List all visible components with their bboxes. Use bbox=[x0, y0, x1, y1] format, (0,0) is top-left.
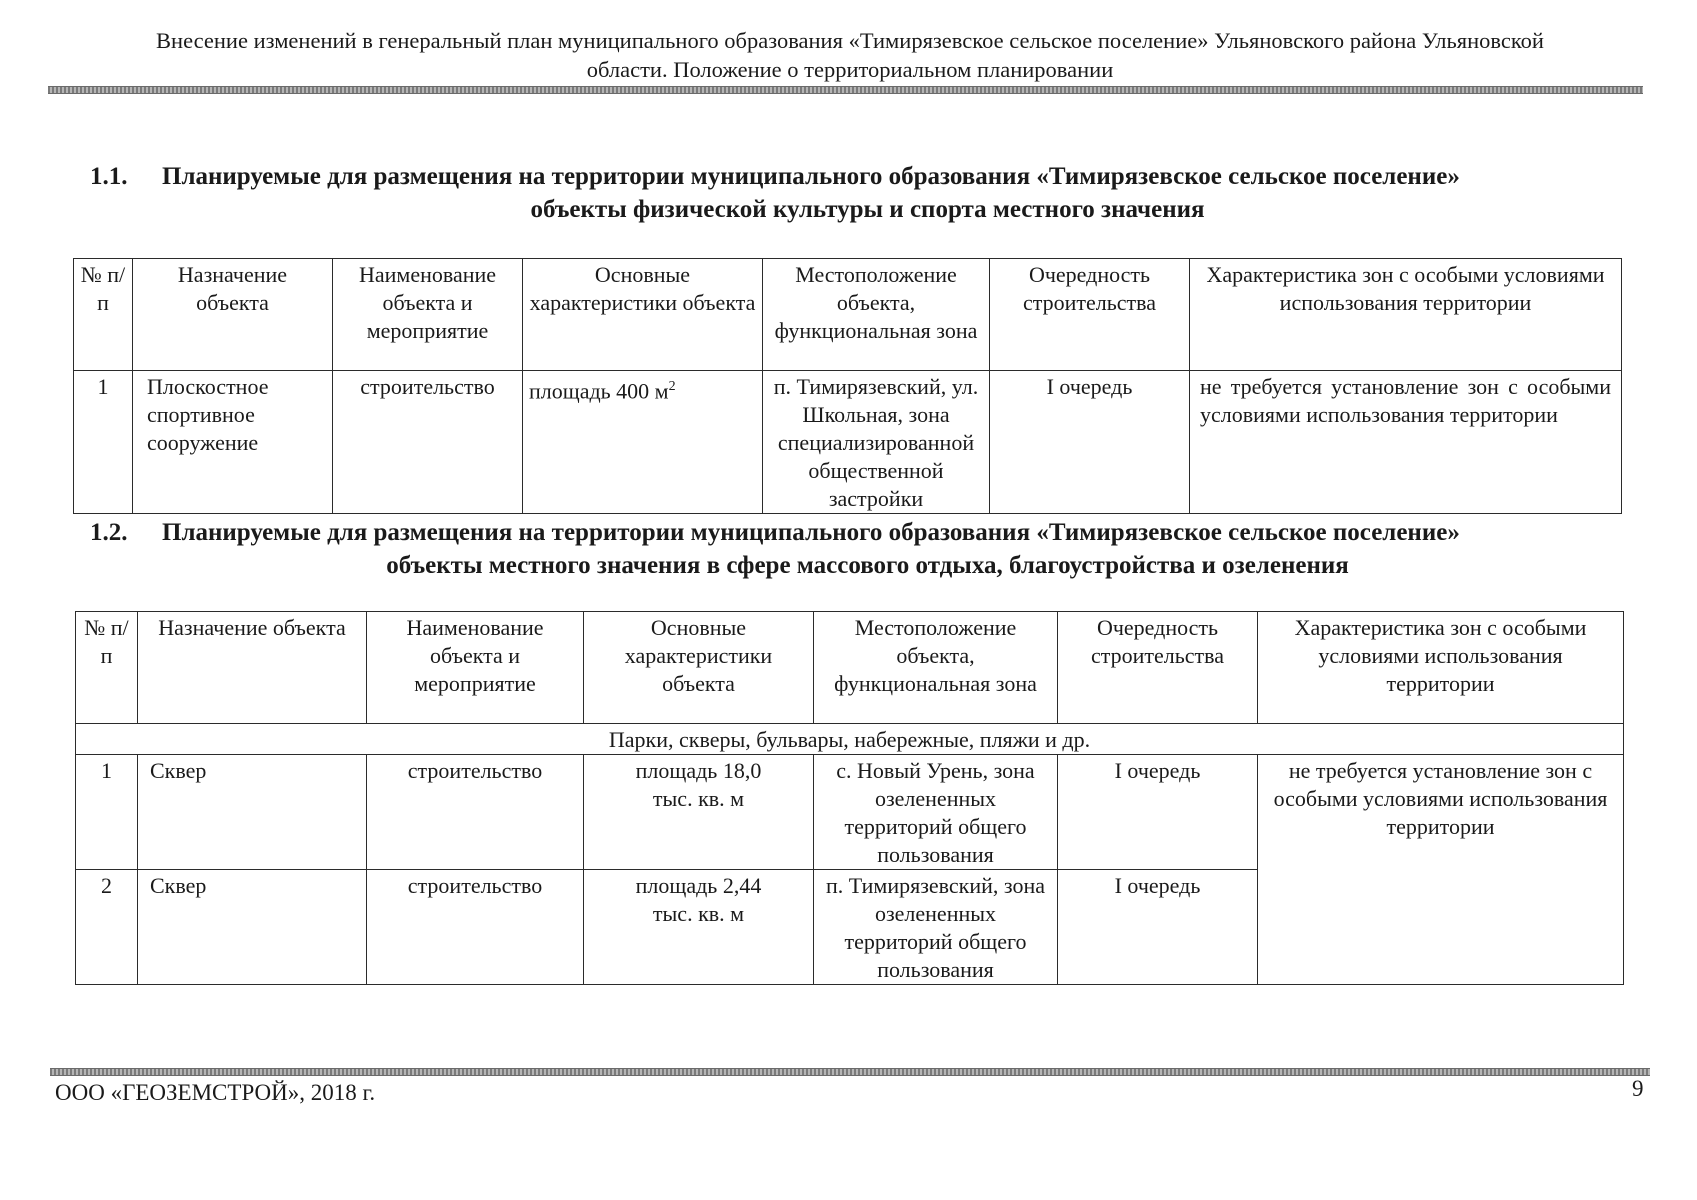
column-header-zones: Характеристика зон с особыми условиями использования территории bbox=[1258, 612, 1624, 724]
cell-action: строительство bbox=[367, 870, 584, 985]
subheading-parks: Парки, скверы, бульвары, набережные, пляжи и др. bbox=[76, 724, 1624, 755]
cell-number: 1 bbox=[76, 755, 138, 870]
section-2-title-line1: Планируемые для размещения на территории муниципального образования «Тимирязевское сельское поселение» bbox=[162, 519, 1460, 546]
cell-purpose: Сквер bbox=[138, 755, 367, 870]
cell-zones-merged: не требуется установление зон с особыми условиями использования территории bbox=[1258, 755, 1624, 985]
cell-characteristics: площадь 2,44 тыс. кв. м bbox=[584, 870, 814, 985]
column-header-characteristics: Основные характеристики объекта bbox=[584, 612, 814, 724]
cell-stage: I очередь bbox=[1058, 870, 1258, 985]
section-1-title-line1: Планируемые для размещения на территории муниципального образования «Тимирязевское сельское поселение» bbox=[162, 163, 1460, 190]
section-1-title bbox=[90, 160, 1645, 226]
document-header bbox=[60, 26, 1640, 84]
page-number: 9 bbox=[1632, 1076, 1644, 1101]
cell-location: п. Тимирязевский, ул. Школьная, зона специализированной общественной застройки bbox=[763, 371, 990, 514]
section-2-table bbox=[75, 611, 1624, 985]
cell-action: строительство bbox=[367, 755, 584, 870]
header-title-line2: области. Положение о территориальном планировании bbox=[586, 57, 1114, 82]
cell-location: с. Новый Урень, зона озелененных территорий общего пользования bbox=[814, 755, 1058, 870]
table-row bbox=[76, 755, 1624, 870]
table-row bbox=[74, 371, 1622, 514]
column-header-action: Наименование объекта и мероприятие bbox=[367, 612, 584, 724]
column-header-zones: Характеристика зон с особыми условиями использования территории bbox=[1190, 259, 1622, 371]
table-header-row bbox=[74, 259, 1622, 371]
column-header-characteristics: Основные характеристики объекта bbox=[523, 259, 763, 371]
section-2-number: 1.2. bbox=[90, 519, 128, 546]
cell-stage: I очередь bbox=[1058, 755, 1258, 870]
header-title-line1: Внесение изменений в генеральный план муниципального образования «Тимирязевское сельское поселение» Ульяновского района Ульяновской bbox=[156, 28, 1544, 53]
superscript-2: 2 bbox=[668, 379, 676, 394]
section-1-title-line2: объекты физической культуры и спорта местного значения bbox=[530, 196, 1205, 223]
cell-action: строительство bbox=[333, 371, 523, 514]
cell-number: 2 bbox=[76, 870, 138, 985]
section-1-number: 1.1. bbox=[90, 163, 128, 190]
table-header-row bbox=[76, 612, 1624, 724]
footer-rule bbox=[50, 1068, 1650, 1076]
column-header-stage: Очередность строительства bbox=[990, 259, 1190, 371]
column-header-location: Местоположение объекта, функциональная зона bbox=[763, 259, 990, 371]
cell-purpose: Сквер bbox=[138, 870, 367, 985]
table-subheading-row bbox=[76, 724, 1624, 755]
footer-company: ООО «ГЕОЗЕМСТРОЙ», 2018 г. bbox=[55, 1080, 376, 1105]
characteristics-text: площадь 400 м bbox=[529, 378, 669, 404]
column-header-purpose: Назначение объекта bbox=[133, 259, 333, 371]
section-2-title bbox=[90, 516, 1645, 582]
cell-number: 1 bbox=[74, 371, 133, 514]
column-header-action: Наименование объекта и мероприятие bbox=[333, 259, 523, 371]
cell-zones: не требуется установление зон с особыми условиями использования территории bbox=[1190, 371, 1622, 514]
cell-purpose: Плоскостное спортивное сооружение bbox=[133, 371, 333, 514]
column-header-purpose: Назначение объекта bbox=[138, 612, 367, 724]
column-header-location: Местоположение объекта, функциональная зона bbox=[814, 612, 1058, 724]
column-header-number: № п/п bbox=[76, 612, 138, 724]
cell-characteristics: площадь 18,0 тыс. кв. м bbox=[584, 755, 814, 870]
cell-location: п. Тимирязевский, зона озелененных территорий общего пользования bbox=[814, 870, 1058, 985]
section-2-title-line2: объекты местного значения в сфере массового отдыха, благоустройства и озеленения bbox=[386, 552, 1349, 579]
column-header-stage: Очередность строительства bbox=[1058, 612, 1258, 724]
cell-stage: I очередь bbox=[990, 371, 1190, 514]
column-header-number: № п/п bbox=[74, 259, 133, 371]
header-rule bbox=[48, 86, 1643, 94]
section-1-table bbox=[73, 258, 1622, 514]
cell-characteristics bbox=[523, 371, 763, 514]
